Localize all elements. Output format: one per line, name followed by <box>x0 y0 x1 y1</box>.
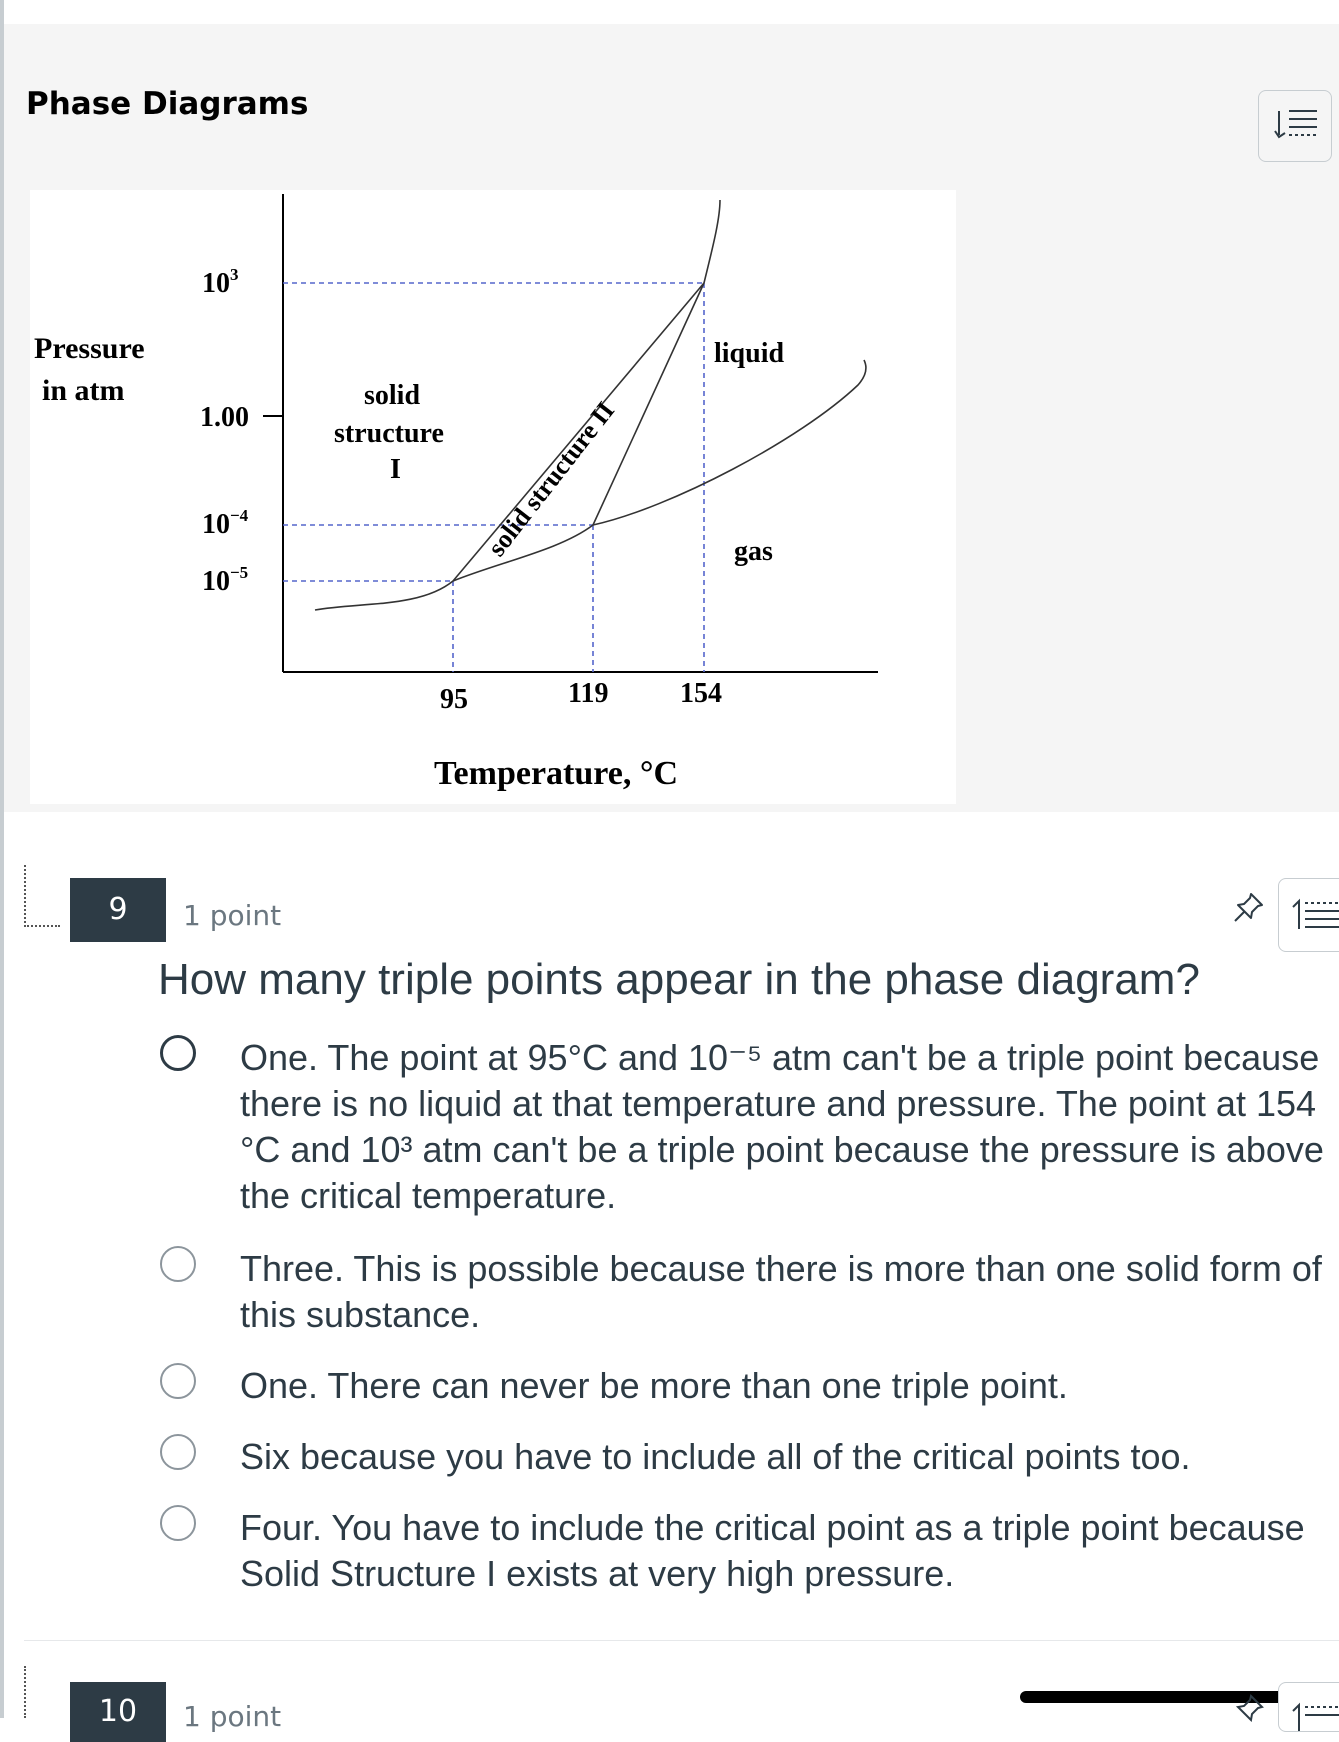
solid1-liquid-boundary <box>704 200 720 283</box>
next-question-number: 10 <box>70 1682 166 1742</box>
x-tick-label: 154 <box>680 678 722 709</box>
guide-lines <box>283 283 704 672</box>
region-label-liquid: liquid <box>714 338 785 369</box>
answer-text: Four. You have to include the critical point as a triple point because Solid Structure I exists at very high pressure. <box>240 1507 1305 1594</box>
answer-text: One. There can never be more than one triple point. <box>240 1365 1068 1406</box>
vaporization-curve <box>593 360 866 525</box>
answer-option[interactable] <box>160 1246 1339 1338</box>
answer-text: One. The point at 95°C and 10⁻⁵ atm can't be a triple point because there is no liquid at that temperature and pressure. The point at 154 °C and 10³ atm can't be a triple point because the pressure is above the critical temperature. <box>240 1037 1324 1216</box>
pin-icon[interactable] <box>1232 890 1266 924</box>
y-tick-label: $10^{-4}$ <box>202 506 249 540</box>
y-tick-label: 1.00 <box>200 402 249 433</box>
question-number: 9 <box>70 878 166 942</box>
answer-text: Three. This is possible because there is more than one solid form of this substance. <box>240 1248 1322 1335</box>
question-menu-button[interactable] <box>1278 878 1339 952</box>
answer-radio[interactable] <box>160 1035 196 1071</box>
stimulus-menu-button[interactable] <box>1258 90 1332 162</box>
answer-radio[interactable] <box>160 1505 196 1541</box>
question-text: How many triple points appear in the phase diagram? <box>158 955 1200 1004</box>
answer-radio[interactable] <box>160 1363 196 1399</box>
top-band <box>4 0 1339 24</box>
stimulus-title: Phase Diagrams <box>26 86 309 122</box>
region-label-gas: gas <box>734 536 773 567</box>
question-flag-marker[interactable] <box>24 865 60 927</box>
region-label-solid-1: structure <box>334 418 444 449</box>
answer-option[interactable] <box>160 1434 1339 1480</box>
phase-diagram-figure <box>30 190 956 804</box>
sublimation-curve-1 <box>315 581 453 610</box>
answer-option[interactable] <box>160 1505 1339 1597</box>
list-collapse-icon <box>1259 91 1331 161</box>
y-axis-label-line2: in atm <box>42 374 125 407</box>
next-question-points: 1 point <box>183 1700 282 1733</box>
list-collapse-icon <box>1279 1683 1339 1731</box>
y-axis-label-line1: Pressure <box>34 332 145 365</box>
solid2-liquid-boundary <box>593 283 704 525</box>
answer-option[interactable] <box>160 1363 1339 1409</box>
question-points: 1 point <box>183 899 282 932</box>
next-question-menu-button[interactable] <box>1278 1682 1339 1732</box>
answer-radio[interactable] <box>160 1434 196 1470</box>
region-label-solid-1: solid <box>364 380 421 411</box>
x-tick-label: 119 <box>568 678 609 709</box>
stimulus-panel <box>4 24 1339 812</box>
list-collapse-icon <box>1279 879 1339 951</box>
x-axis-label: Temperature, °C <box>434 755 679 792</box>
answer-option[interactable] <box>160 1035 1339 1225</box>
answer-text: Six because you have to include all of the critical points too. <box>240 1436 1191 1477</box>
y-tick-label: $10^{-5}$ <box>202 563 249 597</box>
answer-radio[interactable] <box>160 1246 196 1282</box>
region-label-solid-1: I <box>390 454 401 485</box>
x-tick-label: 95 <box>440 684 468 715</box>
y-tick-label: $10^3$ <box>202 265 239 299</box>
question-flag-marker[interactable] <box>24 1666 28 1718</box>
question-divider <box>24 1640 1339 1641</box>
region-label-solid-2: solid structure II <box>481 396 621 562</box>
